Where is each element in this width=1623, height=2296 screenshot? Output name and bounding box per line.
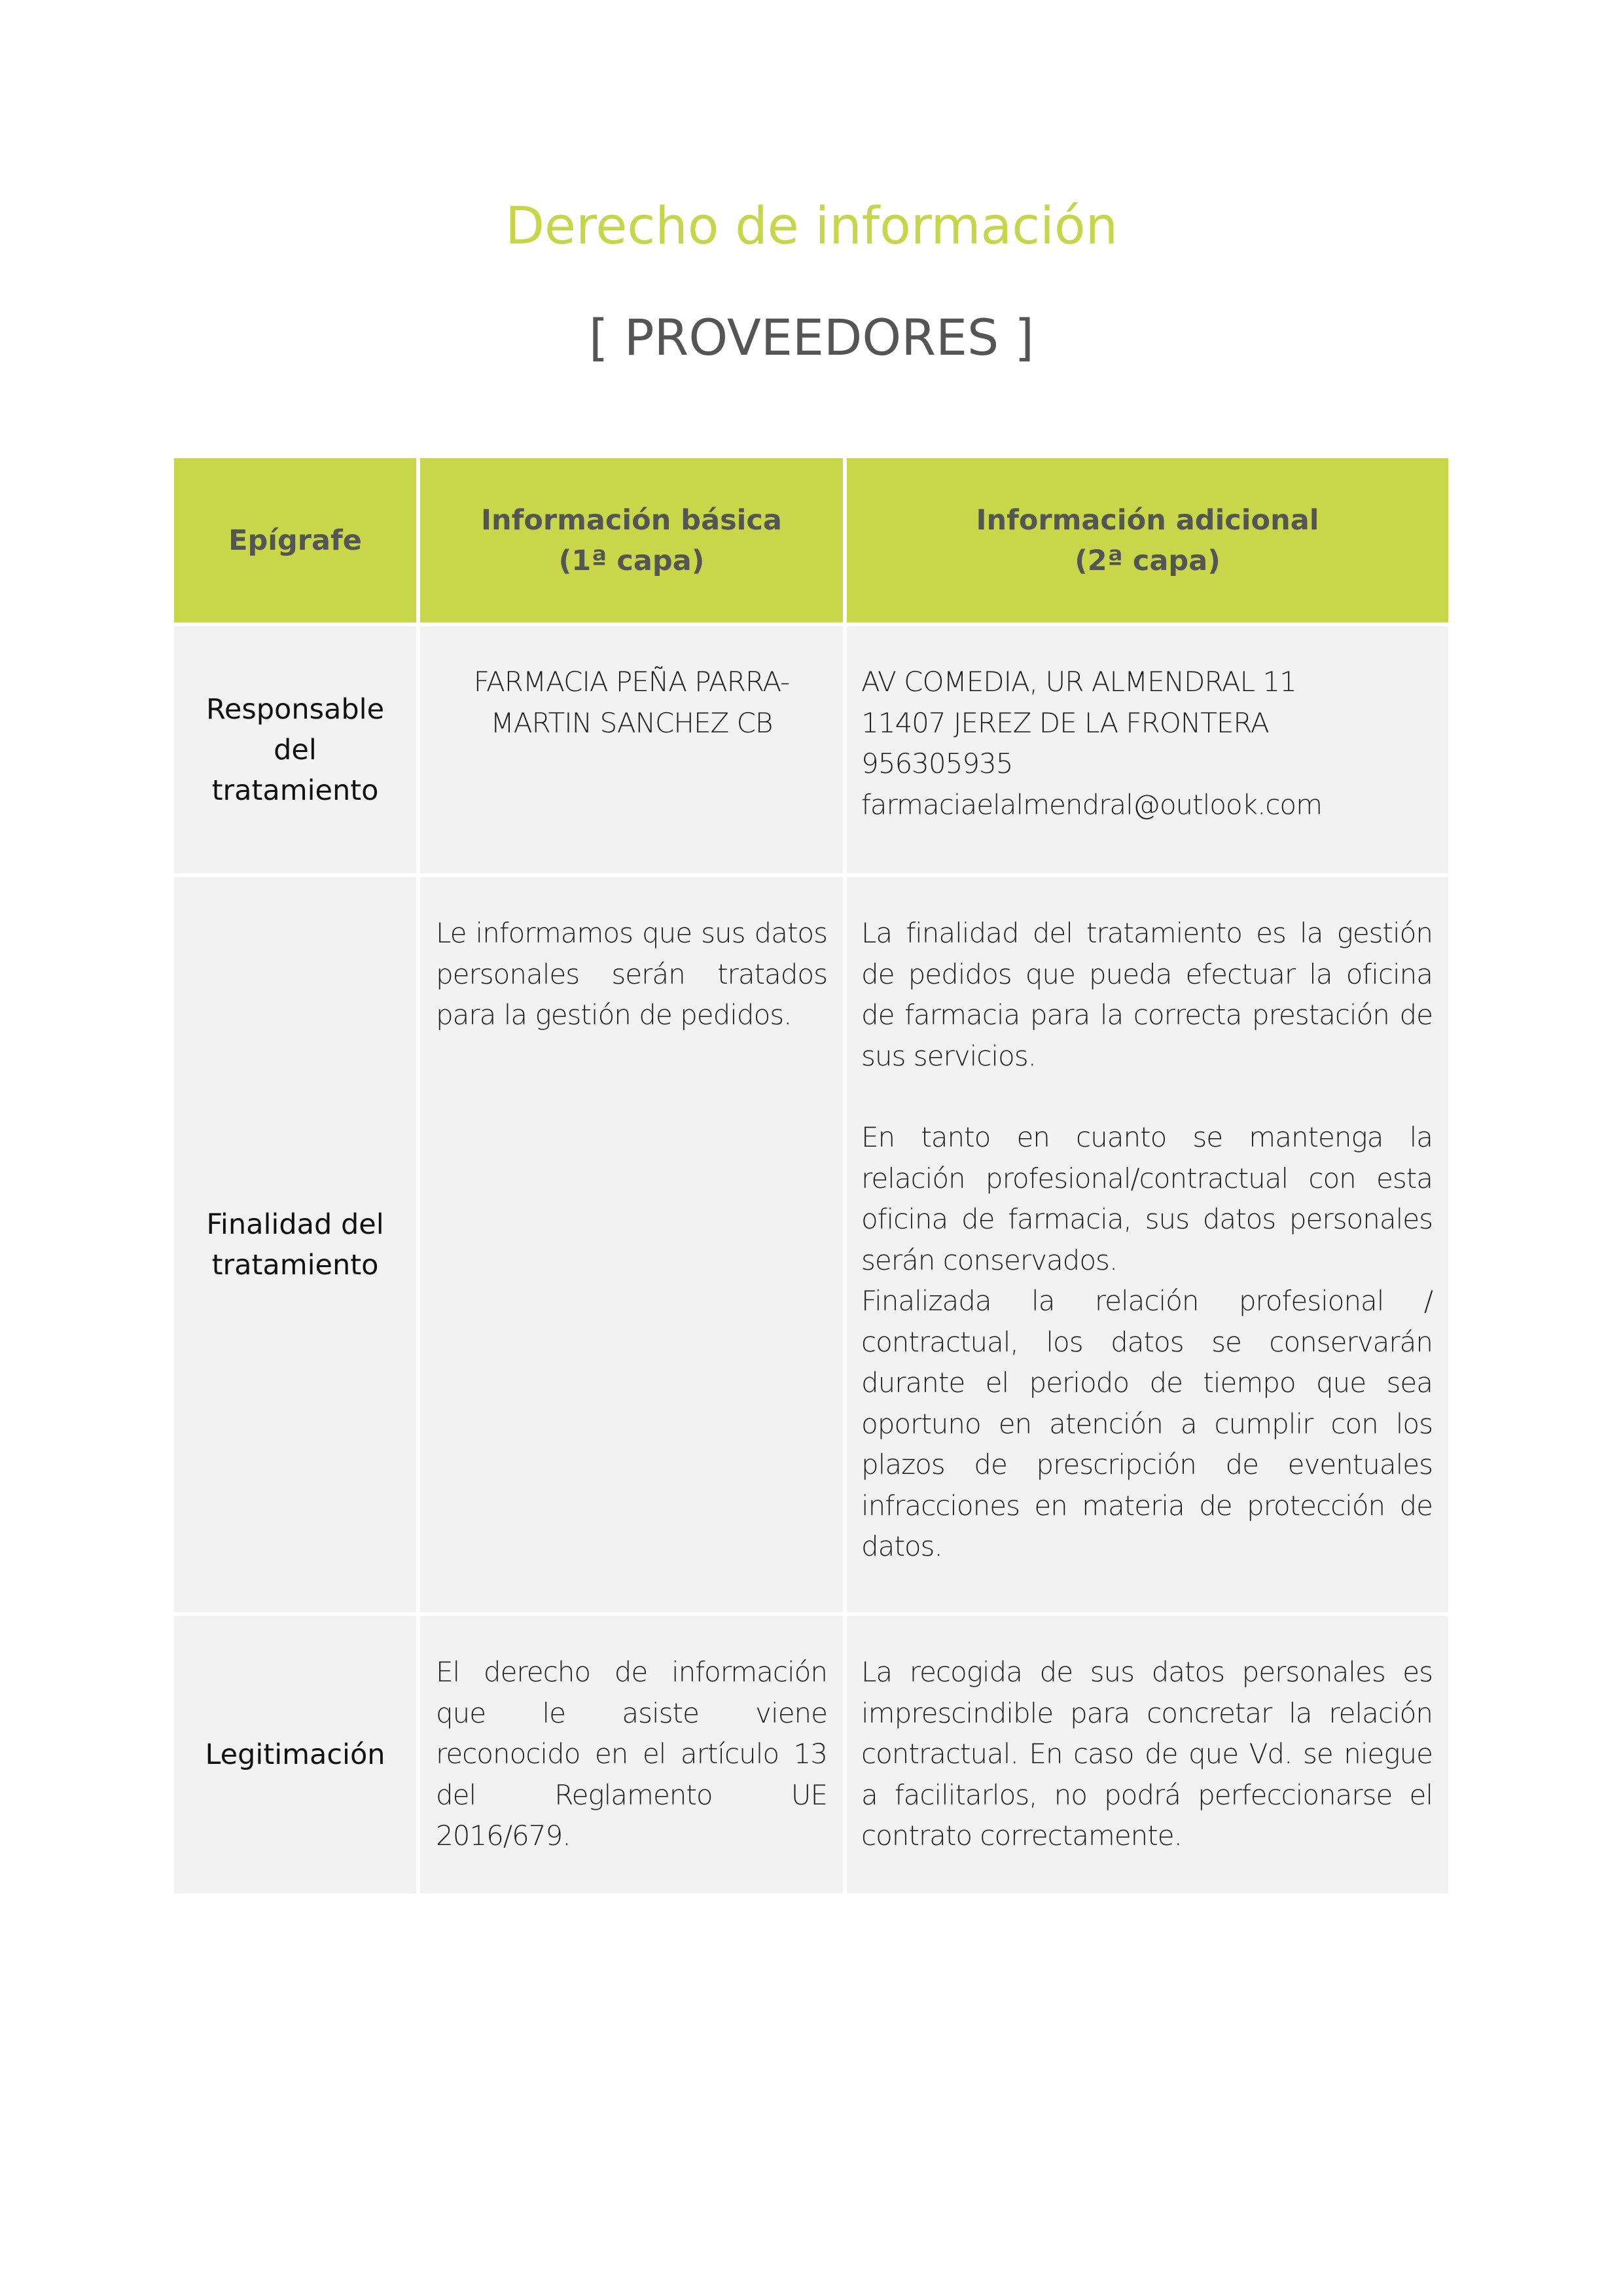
row-responsable-label [174,626,416,873]
row-legitimacion-additional [847,1616,1448,1893]
company-name-line1: FARMACIA PEÑA PARRA- [473,666,790,698]
header-additional-info [847,458,1448,622]
header-epigrafe [174,458,416,622]
header-additional-info-layer: (2ª capa) [1075,544,1221,577]
header-basic-info-layer: (1ª capa) [558,544,705,577]
document-subtitle: [ PROVEEDORES ] [588,308,1035,367]
basic-paragraph: Le informamos que sus datos personales serán tratados para la gestión de pedidos. [436,917,827,1031]
header-additional-info-title: Información adicional [976,503,1319,537]
purpose-paragraph: La finalidad del tratamiento es la gestión de pedidos que pueda efectuar la oficina de farmacia para la correcta prestación de sus servicios. [861,917,1433,1072]
additional-paragraph: La recogida de sus datos personales es imprescindible para concretar la relación contractual. En caso de que Vd. se niegue a facilitarlos, no podrá perfeccionarse el contrato correctamente. [861,1656,1433,1852]
label-line: Finalidad del [206,1208,384,1241]
header-basic-info [420,458,843,622]
email-address: farmaciaelalmendral@outlook.com [861,788,1323,821]
basic-paragraph: El derecho de información que le asiste viene reconocido en el artículo 13 del Reglamento UE 2016/679. [436,1656,827,1852]
header-basic-info-title: Información básica [481,503,782,537]
post-relation-paragraph: Finalizada la relación profesional / contractual, los datos se conservarán durante el periodo de tiempo que sea oportuno en atención a cumplir con los plazos de prescripción de eventuales infracciones en materia de protección de datos. [861,1285,1433,1562]
label-line: tratamiento [211,1248,379,1282]
label-line: Responsable [205,692,385,726]
row-finalidad-basic [420,877,843,1612]
address-line: AV COMEDIA, UR ALMENDRAL 11 [861,666,1296,698]
row-finalidad-additional [847,877,1448,1612]
row-responsable-additional [847,626,1448,873]
row-legitimacion-label [174,1616,416,1893]
retention-paragraph: En tanto en cuanto se mantenga la relación profesional/contractual con esta oficina de farmacia, sus datos personales serán conservados. [861,1121,1433,1276]
phone-number: 956305935 [861,747,1013,780]
city-line: 11407 JEREZ DE LA FRONTERA [861,706,1269,739]
header-epigrafe-label: Epígrafe [228,524,362,557]
row-finalidad-label [174,877,416,1612]
company-name-line2: MARTIN SANCHEZ CB [490,706,773,739]
row-responsable-basic [420,626,843,873]
document-title: Derecho de información [505,197,1118,256]
label-line: tratamiento [211,774,379,807]
label-line: del [274,733,317,766]
row-legitimacion-basic [420,1616,843,1893]
label-line: Legitimación [205,1738,385,1771]
